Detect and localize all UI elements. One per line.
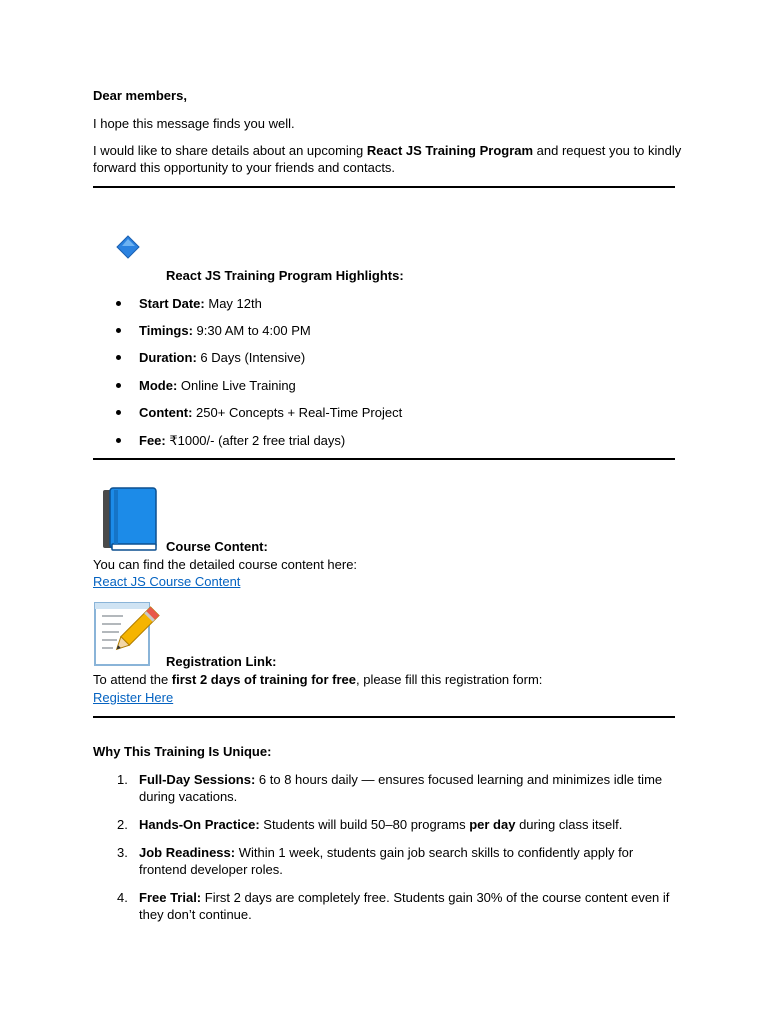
divider (93, 186, 675, 188)
highlight-duration: Duration: 6 Days (Intensive) (139, 350, 306, 365)
highlights-heading: React JS Training Program Highlights: (166, 268, 404, 283)
course-heading: Course Content: (166, 539, 268, 554)
highlight-content: Content: 250+ Concepts + Real-Time Project (139, 405, 403, 420)
bullet (115, 349, 125, 366)
unique-item-job-readiness: Job Readiness: Within 1 week, students gain job search skills to confidently apply for frontend developer roles. (139, 845, 634, 877)
register-link-row (93, 689, 675, 706)
greeting: Dear members, (93, 88, 187, 103)
register-here-link[interactable]: Register Here (93, 690, 174, 705)
bullet (115, 404, 125, 421)
divider (93, 716, 675, 718)
course-text: You can find the detailed course content here: (93, 557, 358, 572)
highlight-timings: Timings: 9:30 AM to 4:00 PM (139, 323, 311, 338)
memo-pencil-icon (93, 601, 165, 667)
unique-item-full-day: Full-Day Sessions: 6 to 8 hours daily — ensures focused learning and minimizes idle time during vacations. (139, 772, 663, 804)
divider (93, 458, 675, 460)
share-paragraph-line1: I would like to share details about an upcoming React JS Training Program and request you to kindly (93, 143, 682, 158)
blue-diamond-icon (115, 234, 141, 260)
share-paragraph-line2: forward this opportunity to your friends and contacts. (93, 160, 396, 175)
course-content-link-row (93, 573, 675, 590)
bullet (115, 377, 125, 394)
bullet (115, 432, 125, 449)
registration-text: To attend the first 2 days of training for free, please fill this registration form: (93, 672, 543, 687)
list-number: 2. (117, 817, 128, 832)
list-number: 1. (117, 772, 128, 787)
unique-heading: Why This Training Is Unique: (93, 744, 272, 759)
unique-item-free-trial: Free Trial: First 2 days are completely free. Students gain 30% of the course content even if they don’t continue. (139, 890, 670, 922)
registration-heading: Registration Link: (166, 654, 277, 669)
bullet (115, 322, 125, 339)
course-content-link[interactable]: React JS Course Content (93, 574, 241, 589)
unique-item-hands-on: Hands-On Practice: Students will build 50–80 programs per day during class itself. (139, 817, 623, 832)
blue-book-icon (100, 486, 158, 552)
highlight-fee: Fee: ₹1000/- (after 2 free trial days) (139, 433, 346, 448)
list-number: 3. (117, 845, 128, 860)
bullet (115, 295, 125, 312)
intro-line: I hope this message finds you well. (93, 116, 295, 131)
highlight-start-date: Start Date: May 12th (139, 296, 262, 311)
list-number: 4. (117, 890, 128, 905)
highlight-mode: Mode: Online Live Training (139, 378, 296, 393)
